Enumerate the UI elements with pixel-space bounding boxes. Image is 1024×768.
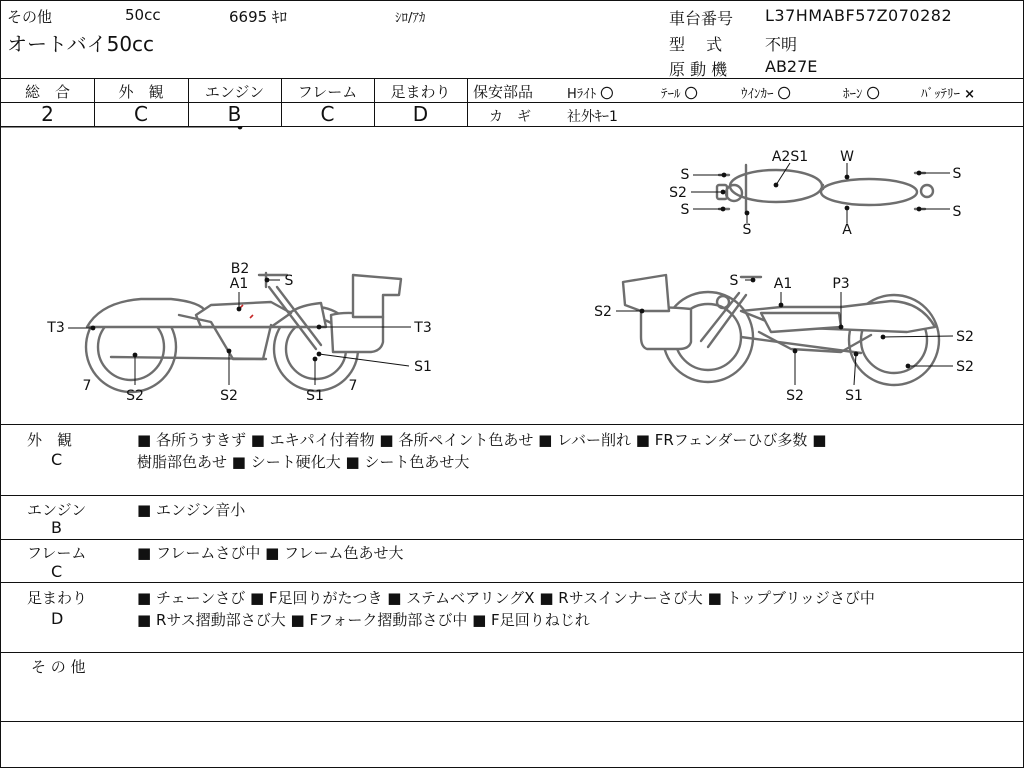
- safety-item-headlight: Hﾗｲﾄ 〇: [567, 87, 614, 102]
- damage-mark-label: S: [952, 166, 962, 182]
- damage-mark-dot: [906, 364, 911, 369]
- damage-mark-label: S2: [956, 359, 974, 375]
- right-view-windscreen: [641, 307, 691, 349]
- grade-value-engine: B: [227, 102, 242, 126]
- damage-mark-label: P3: [832, 276, 850, 292]
- remark-text-frame-1: ■ フレームさび中 ■ フレーム色あせ大: [137, 544, 404, 562]
- damage-mark-dot: [751, 278, 756, 283]
- damage-mark-dot: [774, 183, 779, 188]
- remark-text-engine-1: ■ エンジン音小: [137, 501, 246, 519]
- damage-mark-dot: [917, 171, 922, 176]
- remark-label-other: そ の 他: [31, 658, 86, 676]
- damage-mark-label: S2: [126, 388, 144, 404]
- damage-mark-dot: [91, 326, 96, 331]
- remark-grade-frame: C: [51, 562, 63, 581]
- divider: [1, 495, 1023, 496]
- divider: [1, 78, 1023, 79]
- damage-mark-dot: [317, 352, 322, 357]
- damage-mark-dot: [845, 175, 850, 180]
- displacement: 50cc: [125, 6, 161, 24]
- divider: [1, 652, 1023, 653]
- damage-mark-dot: [265, 278, 270, 283]
- divider: [1, 582, 1023, 583]
- color: ｼﾛ/ｱｶ: [395, 11, 426, 26]
- grade-label-exterior: 外 観: [118, 83, 164, 101]
- category: その他: [7, 8, 53, 26]
- damage-mark-dot: [313, 357, 318, 362]
- damage-mark-dot: [237, 307, 242, 312]
- remark-text-suspension-1: ■ チェーンさび ■ F足回りがたつき ■ ステムベアリングX ■ Rサスインナーさび大 ■ トップブリッジさび中: [137, 589, 875, 607]
- model-type-value: 不明: [765, 35, 798, 54]
- remark-label-exterior: 外 観: [27, 431, 73, 449]
- remark-grade-exterior: C: [51, 450, 63, 469]
- damage-mark-label: S2: [956, 329, 974, 345]
- damage-mark-label: S: [680, 167, 690, 183]
- damage-mark-dot: [793, 349, 798, 354]
- key-value: 社外ｷｰ1: [567, 109, 618, 125]
- damage-mark-label: S: [952, 204, 962, 220]
- damage-mark-dot: [745, 211, 750, 216]
- damage-mark-label: S: [680, 202, 690, 218]
- damage-mark-dot: [839, 325, 844, 330]
- grade-label-engine: エンジン: [204, 83, 265, 101]
- damage-mark-dot: [854, 352, 859, 357]
- key-label: カ ギ: [489, 109, 531, 125]
- damage-mark-leader: [883, 336, 953, 337]
- damage-mark-label: W: [840, 149, 854, 165]
- damage-mark-leader: [319, 354, 409, 366]
- safety-label: 保安部品: [473, 83, 534, 101]
- damage-mark-label: S: [729, 273, 739, 289]
- remark-text-exterior-2: 樹脂部色あせ ■ シート硬化大 ■ シート色あせ大: [137, 453, 470, 471]
- damage-mark-dot: [640, 309, 645, 314]
- damage-mark-label: S1: [306, 388, 324, 404]
- grade-value-frame: C: [320, 102, 335, 126]
- damage-mark-dot: [779, 303, 784, 308]
- mileage: 6695 ｷﾛ: [229, 8, 287, 26]
- damage-mark-label: S2: [594, 304, 612, 320]
- damage-marks: [1, 127, 974, 404]
- divider: [1, 424, 1023, 425]
- damage-mark-dot: [721, 207, 726, 212]
- damage-mark-label: T3: [47, 320, 65, 336]
- divider: [1, 539, 1023, 540]
- damage-mark-label: B2: [230, 261, 250, 277]
- damage-mark-label: S: [284, 273, 294, 289]
- safety-item-battery: ﾊﾞｯﾃﾘｰ ×: [921, 87, 976, 102]
- damage-mark-dot: [917, 207, 922, 212]
- damage-mark-dot: [133, 353, 138, 358]
- damage-mark-label: T3: [414, 320, 432, 336]
- damage-mark-label: S2: [669, 185, 687, 201]
- damage-mark-dot: [722, 173, 727, 178]
- damage-mark-label: A: [842, 222, 852, 238]
- damage-mark-dot: [721, 190, 726, 195]
- frame-number-label: 車台番号: [669, 9, 734, 28]
- damage-mark-label: A1: [773, 276, 793, 292]
- damage-mark-label: A1: [229, 276, 249, 292]
- grade-label-frame: フレーム: [297, 83, 358, 101]
- damage-mark-label: S: [742, 222, 752, 238]
- motorcycle-top-view: [717, 165, 933, 213]
- damage-mark-label: S1: [845, 388, 863, 404]
- safety-item-horn: ﾎｰﾝ 〇: [843, 87, 880, 102]
- remark-label-engine: エンジン: [27, 501, 87, 519]
- safety-item-winker: ｳｲﾝｶｰ 〇: [741, 87, 791, 102]
- damage-mark-dot: [881, 335, 886, 340]
- divider: [467, 78, 468, 126]
- damage-mark-dot: [238, 127, 243, 129]
- engine-model-value: AB27E: [765, 57, 818, 76]
- left-view-windscreen: [331, 313, 383, 352]
- damage-mark-label: A2S1: [771, 149, 809, 165]
- safety-item-taillight: ﾃｰﾙ 〇: [661, 87, 698, 102]
- remark-label-frame: フレーム: [27, 544, 87, 562]
- remark-grade-engine: B: [51, 518, 62, 537]
- damage-mark-label: 7: [82, 378, 92, 394]
- remark-text-suspension-2: ■ Rサス摺動部さび大 ■ Fフォーク摺動部さび中 ■ F足回りねじれ: [137, 611, 590, 629]
- damage-mark-label: S2: [786, 388, 804, 404]
- model-type-label: 型 式: [669, 35, 723, 54]
- grade-value-exterior: C: [134, 102, 148, 126]
- model-name: オートバイ50cc: [7, 32, 155, 56]
- grade-value-overall: 2: [41, 102, 54, 126]
- damage-mark-dot: [845, 206, 850, 211]
- damage-mark-label: S1: [414, 359, 432, 375]
- damage-mark-label: S2: [220, 388, 238, 404]
- damage-mark-leader: [776, 163, 790, 185]
- remark-label-suspension: 足まわり: [27, 589, 88, 607]
- damage-mark-dot: [317, 325, 322, 330]
- grade-label-overall: 総 合: [24, 83, 70, 101]
- remark-text-exterior-1: ■ 各所うすきず ■ エキパイ付着物 ■ 各所ペイント色あせ ■ レバー削れ ■ FRフェンダーひび多数 ■: [137, 431, 827, 449]
- top-view-rear-body: [821, 179, 917, 205]
- damage-mark-dot: [227, 349, 232, 354]
- frame-number-value: L37HMABF57Z070282: [765, 6, 953, 25]
- engine-model-label: 原 動 機: [669, 60, 728, 79]
- grade-value-suspension: D: [412, 102, 429, 126]
- damage-diagram: [1, 127, 1023, 424]
- damage-mark-label: 7: [348, 378, 358, 394]
- remark-grade-suspension: D: [51, 609, 64, 628]
- grade-label-suspension: 足まわり: [390, 83, 451, 101]
- top-view-taillight: [921, 185, 933, 197]
- divider: [1, 721, 1023, 722]
